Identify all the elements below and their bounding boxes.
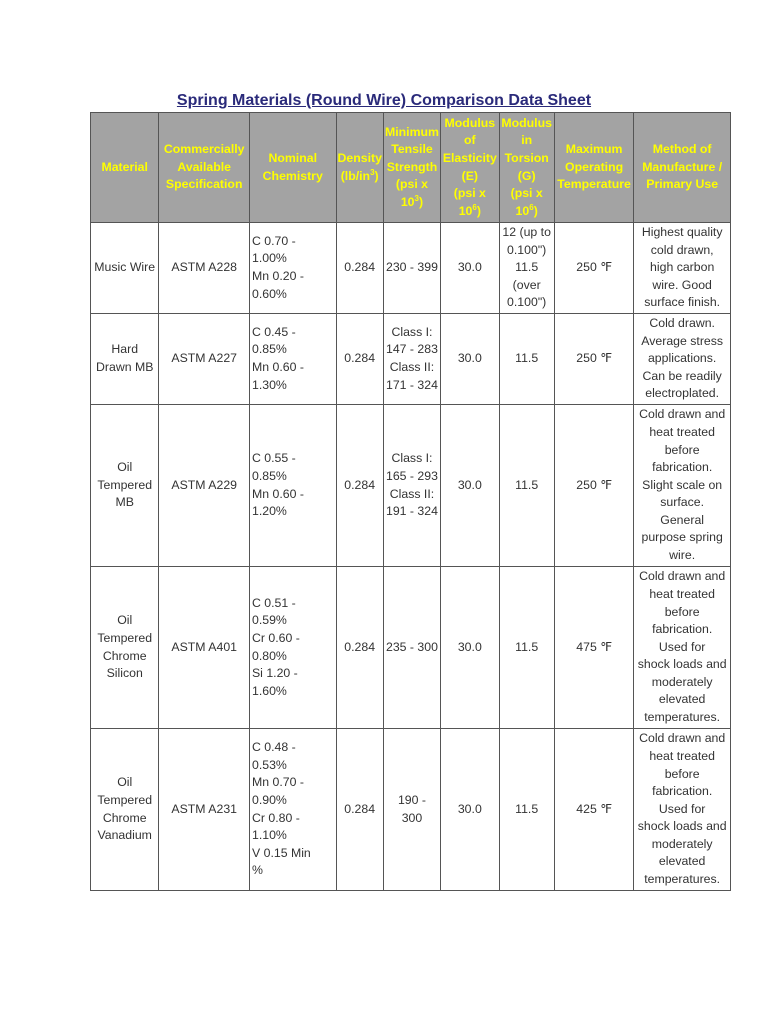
cell-line: before [664, 604, 700, 619]
material-cell [91, 729, 159, 891]
cell-line: 0.85% [251, 468, 287, 483]
elasticity-cell: 30.0 [441, 405, 499, 567]
chemistry-cell [249, 223, 336, 314]
cell-line: surface. [660, 495, 705, 510]
cell-line: shock loads and [637, 819, 727, 834]
cell-line: Oil [117, 613, 133, 628]
cell-line: Highest quality [641, 225, 723, 240]
comparison-table [90, 112, 731, 891]
header-line: Temperature [557, 177, 631, 192]
cell-line: Class I: [391, 324, 433, 339]
cell-line: C 0.51 - [251, 595, 296, 610]
temperature-cell: 250 ℉ [554, 314, 633, 405]
chemistry-cell [249, 405, 336, 567]
cell-line: C 0.55 - [251, 451, 296, 466]
cell-line: 0.60% [251, 286, 287, 301]
header-line: Minimum [384, 124, 439, 139]
cell-line: 0.100") [507, 295, 547, 310]
header-line [501, 203, 553, 221]
header-modulus-elasticity [441, 113, 499, 223]
cell-line: Cr 0.80 - [251, 810, 300, 825]
table-header-row [91, 113, 731, 223]
header-sup: 6 [529, 202, 534, 212]
header-line: (psi x [453, 186, 486, 201]
density-cell: 0.284 [336, 729, 383, 891]
temperature-cell: 250 ℉ [554, 223, 633, 314]
cell-line: Used for [658, 639, 706, 654]
header-sup: 6 [472, 202, 477, 212]
cell-line: C 0.48 - [251, 740, 296, 755]
header-line: Available [177, 159, 231, 174]
page-title: Spring Materials (Round Wire) Comparison Data Sheet [176, 92, 592, 109]
cell-line: Used for [658, 801, 706, 816]
header-max-temperature [554, 113, 633, 223]
cell-line: General [660, 512, 705, 527]
cell-line: Cold drawn and [639, 407, 726, 422]
header-line: Primary Use [646, 177, 719, 192]
cell-line: elevated [658, 692, 706, 707]
cell-line: 191 - 324 [385, 504, 438, 519]
cell-line: Hard [111, 342, 139, 357]
header-line: Maximum [565, 142, 623, 157]
elasticity-cell: 30.0 [441, 729, 499, 891]
tensile-cell [383, 729, 440, 891]
material-cell [91, 405, 159, 567]
cell-line: 11.5 [515, 260, 539, 275]
cell-line: Chrome [102, 648, 147, 663]
torsion-cell [499, 405, 554, 567]
cell-line: 1.10% [251, 828, 287, 843]
cell-line: cold drawn, [650, 242, 714, 257]
material-cell [91, 314, 159, 405]
header-line: Modulus [501, 115, 552, 130]
cell-line: 11.5 [515, 801, 539, 816]
specification-cell: ASTM A228 [159, 223, 250, 314]
specification-cell: ASTM A227 [159, 314, 250, 405]
cell-line: 1.30% [251, 377, 287, 392]
cell-line: fabrication. [652, 460, 713, 475]
cell-line: before [664, 442, 700, 457]
header-chemistry [249, 113, 336, 223]
cell-line: Class I: [391, 451, 433, 466]
cell-line: C 0.45 - [251, 324, 296, 339]
cell-line: Cold drawn. [649, 316, 715, 331]
header-line: (G) [517, 168, 536, 183]
header-line: Commercially [163, 142, 245, 157]
cell-line: Class II: [389, 360, 435, 374]
cell-line: C 0.70 - [251, 233, 296, 248]
cell-line: 165 - 293 [385, 468, 438, 483]
torsion-cell [499, 314, 554, 405]
cell-line: 0.80% [251, 648, 287, 663]
cell-line: shock loads and [637, 657, 727, 672]
table-row [91, 405, 731, 567]
cell-line: Mn 0.60 - [251, 360, 304, 374]
cell-line: temperatures. [644, 872, 721, 887]
header-text: ) [418, 194, 424, 209]
cell-line: Can be readily [642, 368, 722, 383]
header-density [336, 113, 383, 223]
cell-line: Oil [117, 460, 133, 475]
header-material [91, 113, 159, 223]
cell-line: Cold drawn and [639, 569, 726, 584]
header-line: Torsion [504, 150, 549, 165]
header-sup: 3 [370, 167, 375, 177]
elasticity-cell: 30.0 [441, 567, 499, 729]
cell-line: fabrication. [652, 622, 713, 637]
header-line: Material [101, 159, 148, 174]
header-method [634, 113, 731, 223]
cell-line: % [251, 863, 263, 878]
cell-line: 230 - 399 [385, 260, 438, 275]
cell-line: electroplated. [645, 386, 720, 401]
method-cell [634, 729, 731, 891]
temperature-cell: 250 ℉ [554, 405, 633, 567]
cell-line: 1.00% [251, 251, 287, 266]
header-text: 10 [515, 203, 530, 218]
cell-line: Mn 0.70 - [251, 775, 304, 790]
cell-line: elevated [658, 854, 706, 869]
cell-line: 190 - [397, 792, 426, 807]
torsion-cell [499, 223, 554, 314]
header-line: in [521, 133, 533, 148]
cell-line: Slight scale on [642, 477, 723, 492]
cell-line: 0.85% [251, 342, 287, 357]
cell-line: 171 - 324 [385, 377, 438, 392]
elasticity-cell: 30.0 [441, 314, 499, 405]
method-cell [634, 223, 731, 314]
header-modulus-torsion [499, 113, 554, 223]
density-cell: 0.284 [336, 314, 383, 405]
header-tensile-strength [383, 113, 440, 223]
cell-line: 300 [401, 810, 423, 825]
header-text: 10 [400, 194, 415, 209]
cell-line: heat treated [649, 586, 715, 601]
tensile-cell [383, 567, 440, 729]
cell-line: Tempered [97, 792, 153, 807]
chemistry-cell [249, 567, 336, 729]
cell-line: V 0.15 Min [251, 845, 311, 860]
cell-line: Mn 0.20 - [251, 269, 304, 283]
header-line: Density [337, 150, 382, 165]
material-cell [91, 223, 159, 314]
header-text: ) [476, 203, 481, 218]
cell-line: applications. [647, 351, 717, 366]
cell-line: 147 - 283 [385, 342, 438, 357]
method-cell [634, 405, 731, 567]
cell-line: high carbon [650, 260, 715, 275]
header-line: Chemistry [262, 168, 323, 183]
cell-line: Vanadium [97, 828, 152, 843]
cell-line: moderately [651, 674, 713, 689]
cell-line: Silicon [106, 666, 143, 681]
cell-line: Chrome [102, 810, 147, 825]
cell-line: temperatures. [644, 710, 721, 725]
cell-line: Cold drawn and [639, 731, 726, 746]
cell-line: purpose spring [641, 530, 723, 545]
cell-line: (over [512, 277, 541, 292]
table-body [91, 223, 731, 891]
cell-line: 0.90% [251, 792, 287, 807]
header-sup: 3 [414, 193, 419, 203]
header-line: of [464, 133, 476, 148]
cell-line: Tempered [97, 477, 153, 492]
cell-line: 0.100") [507, 242, 547, 257]
header-line: Modulus [444, 115, 496, 130]
cell-line: Si 1.20 - [251, 666, 298, 681]
header-text: ) [533, 203, 538, 218]
method-cell [634, 314, 731, 405]
cell-line: 11.5 [515, 639, 539, 654]
cell-line: Mn 0.60 - [251, 486, 304, 501]
cell-line: 0.59% [251, 613, 287, 628]
tensile-cell [383, 405, 440, 567]
cell-line: 0.53% [251, 757, 287, 772]
cell-line: 11.5 [515, 477, 539, 492]
header-line: Specification [165, 177, 243, 192]
cell-line: Music Wire [94, 260, 156, 275]
header-line: Strength [386, 159, 438, 174]
cell-line: fabrication. [652, 784, 713, 799]
header-line: Method of [652, 142, 712, 157]
header-line: Tensile [391, 142, 433, 157]
cell-line: heat treated [649, 424, 715, 439]
cell-line: Drawn MB [96, 360, 154, 374]
cell-line: Tempered [97, 630, 153, 645]
table-row [91, 314, 731, 405]
chemistry-cell [249, 314, 336, 405]
cell-line: Oil [117, 775, 133, 790]
cell-line: Cr 0.60 - [251, 630, 300, 645]
header-line [385, 194, 439, 212]
temperature-cell: 475 ℉ [554, 567, 633, 729]
cell-line: 1.20% [251, 504, 287, 519]
header-line: (E) [461, 168, 479, 183]
header-line: Elasticity [442, 150, 497, 165]
temperature-cell: 425 ℉ [554, 729, 633, 891]
density-cell: 0.284 [336, 405, 383, 567]
header-line: Manufacture / [642, 159, 723, 174]
tensile-cell [383, 314, 440, 405]
header-text: 10 [458, 203, 473, 218]
density-cell: 0.284 [336, 567, 383, 729]
header-line: (psi x [395, 177, 429, 192]
specification-cell: ASTM A229 [159, 405, 250, 567]
table-row [91, 223, 731, 314]
cell-line: moderately [651, 836, 713, 851]
cell-line: surface finish. [644, 295, 721, 310]
header-line [338, 168, 382, 186]
cell-line: wire. Good [652, 277, 712, 292]
material-cell [91, 567, 159, 729]
header-specification [159, 113, 250, 223]
header-line: (psi x [510, 186, 543, 201]
header-text: (lb/in [340, 168, 371, 183]
cell-line: heat treated [649, 748, 715, 763]
specification-cell: ASTM A231 [159, 729, 250, 891]
specification-cell: ASTM A401 [159, 567, 250, 729]
table-row [91, 567, 731, 729]
header-line: Nominal [268, 150, 317, 165]
table-row [91, 729, 731, 891]
torsion-cell [499, 729, 554, 891]
header-text: ) [374, 168, 379, 183]
elasticity-cell: 30.0 [441, 223, 499, 314]
torsion-cell [499, 567, 554, 729]
cell-line: MB [115, 495, 134, 510]
tensile-cell [383, 223, 440, 314]
cell-line: wire. [669, 548, 696, 563]
cell-line: Class II: [389, 486, 435, 501]
header-line [442, 203, 497, 221]
cell-line: 12 (up to [502, 225, 551, 240]
cell-line: 1.60% [251, 683, 287, 698]
cell-line: Average stress [641, 333, 724, 348]
cell-line: before [664, 766, 700, 781]
cell-line: 11.5 [515, 351, 539, 366]
cell-line: 235 - 300 [385, 639, 438, 654]
density-cell: 0.284 [336, 223, 383, 314]
method-cell [634, 567, 731, 729]
chemistry-cell [249, 729, 336, 891]
header-line: Operating [565, 159, 624, 174]
